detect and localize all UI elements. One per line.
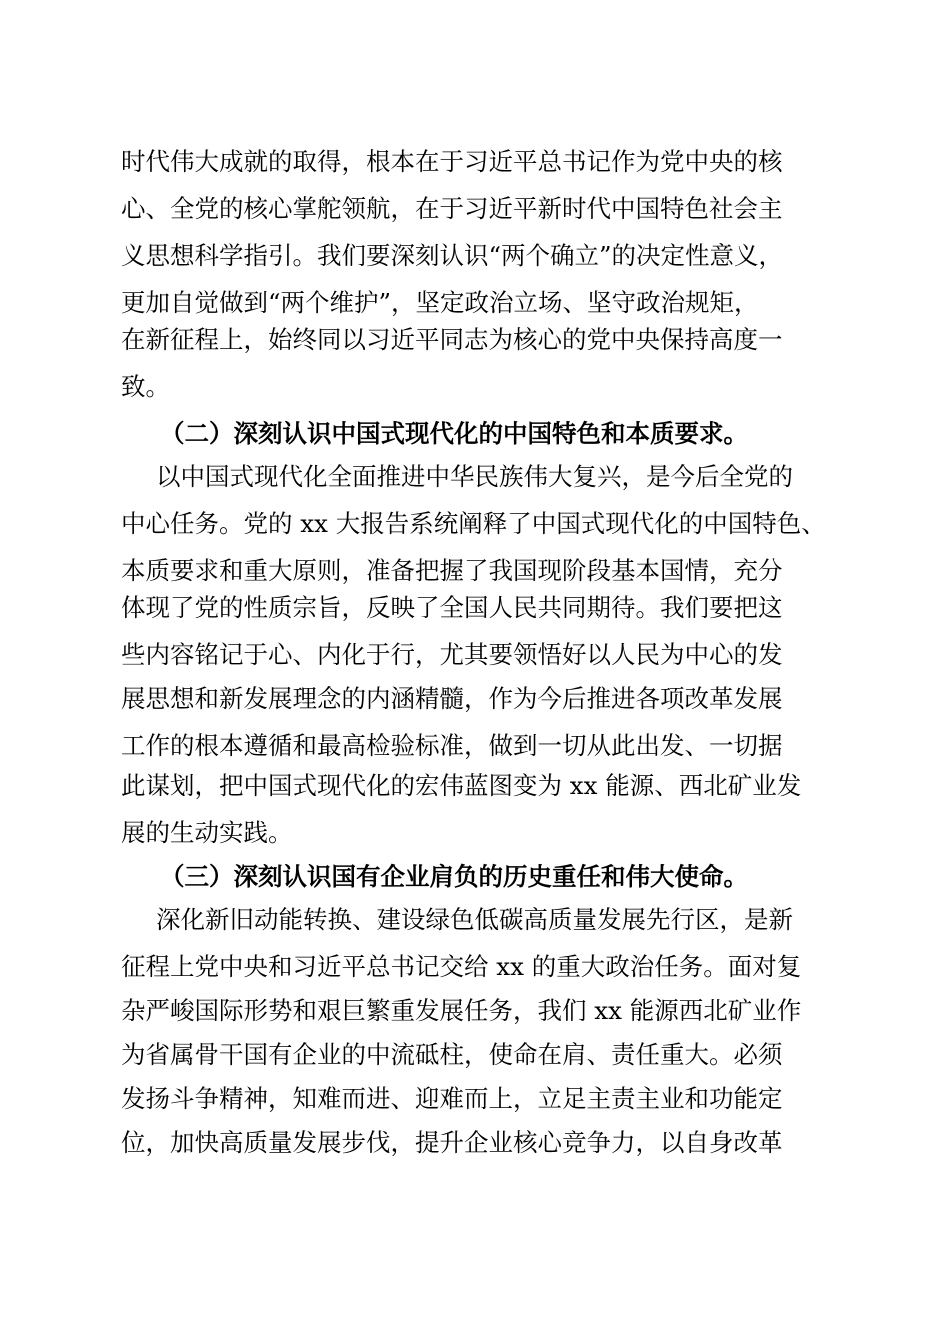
body-line: 本质要求和重大原则，准备把握了我国现阶段基本国情，充分 bbox=[121, 556, 783, 585]
body-line: 征程上党中央和习近平总书记交给 xx 的重大政治任务。面对复 bbox=[121, 952, 802, 981]
body-line: 展思想和新发展理念的内涵精髓，作为今后推进各项改革发展 bbox=[121, 684, 783, 713]
body-line: 展的生动实践。 bbox=[121, 818, 293, 847]
body-line: 此谋划，把中国式现代化的宏伟蓝图变为 xx 能源、西北矿业发 bbox=[121, 771, 802, 800]
body-line: 致。 bbox=[121, 372, 170, 401]
body-line: 中心任务。党的 xx 大报告系统阐释了中国式现代化的中国特色、 bbox=[121, 509, 826, 538]
body-line: 更加自觉做到“两个维护”，坚定政治立场、坚守政治规矩， bbox=[121, 288, 759, 317]
section-heading-2: （二）深刻认识中国式现代化的中国特色和本质要求。 bbox=[160, 419, 748, 448]
body-line: 发扬斗争精神，知难而进、迎难而上，立足主责主业和功能定 bbox=[121, 1084, 783, 1113]
body-line: 些内容铭记于心、内化于行，尤其要领悟好以人民为中心的发 bbox=[121, 640, 783, 669]
body-line: 时代伟大成就的取得，根本在于习近平总书记作为党中央的核 bbox=[121, 147, 783, 176]
body-line: 体现了党的性质宗旨，反映了全国人民共同期待。我们要把这 bbox=[121, 593, 783, 622]
section-heading-3: （三）深刻认识国有企业肩负的历史重任和伟大使命。 bbox=[160, 862, 748, 891]
body-line: 心、全党的核心掌舵领航，在于习近平新时代中国特色社会主 bbox=[121, 194, 783, 223]
paragraph-first-line: 深化新旧动能转换、建设绿色低碳高质量发展先行区，是新 bbox=[156, 905, 793, 934]
body-line: 杂严峻国际形势和艰巨繁重发展任务，我们 xx 能源西北矿业作 bbox=[121, 996, 802, 1025]
paragraph-first-line: 以中国式现代化全面推进中华民族伟大复兴，是今后全党的 bbox=[156, 462, 793, 491]
body-line: 为省属骨干国有企业的中流砥柱，使命在肩、责任重大。必须 bbox=[121, 1040, 783, 1069]
body-line: 义思想科学指引。我们要深刻认识“两个确立”的决定性意义， bbox=[121, 241, 784, 270]
body-line: 位，加快高质量发展步伐，提升企业核心竞争力，以自身改革 bbox=[121, 1128, 783, 1157]
body-line: 工作的根本遵循和最高检验标准，做到一切从此出发、一切据 bbox=[121, 731, 783, 760]
body-line: 在新征程上，始终同以习近平同志为核心的党中央保持高度一 bbox=[121, 325, 783, 354]
